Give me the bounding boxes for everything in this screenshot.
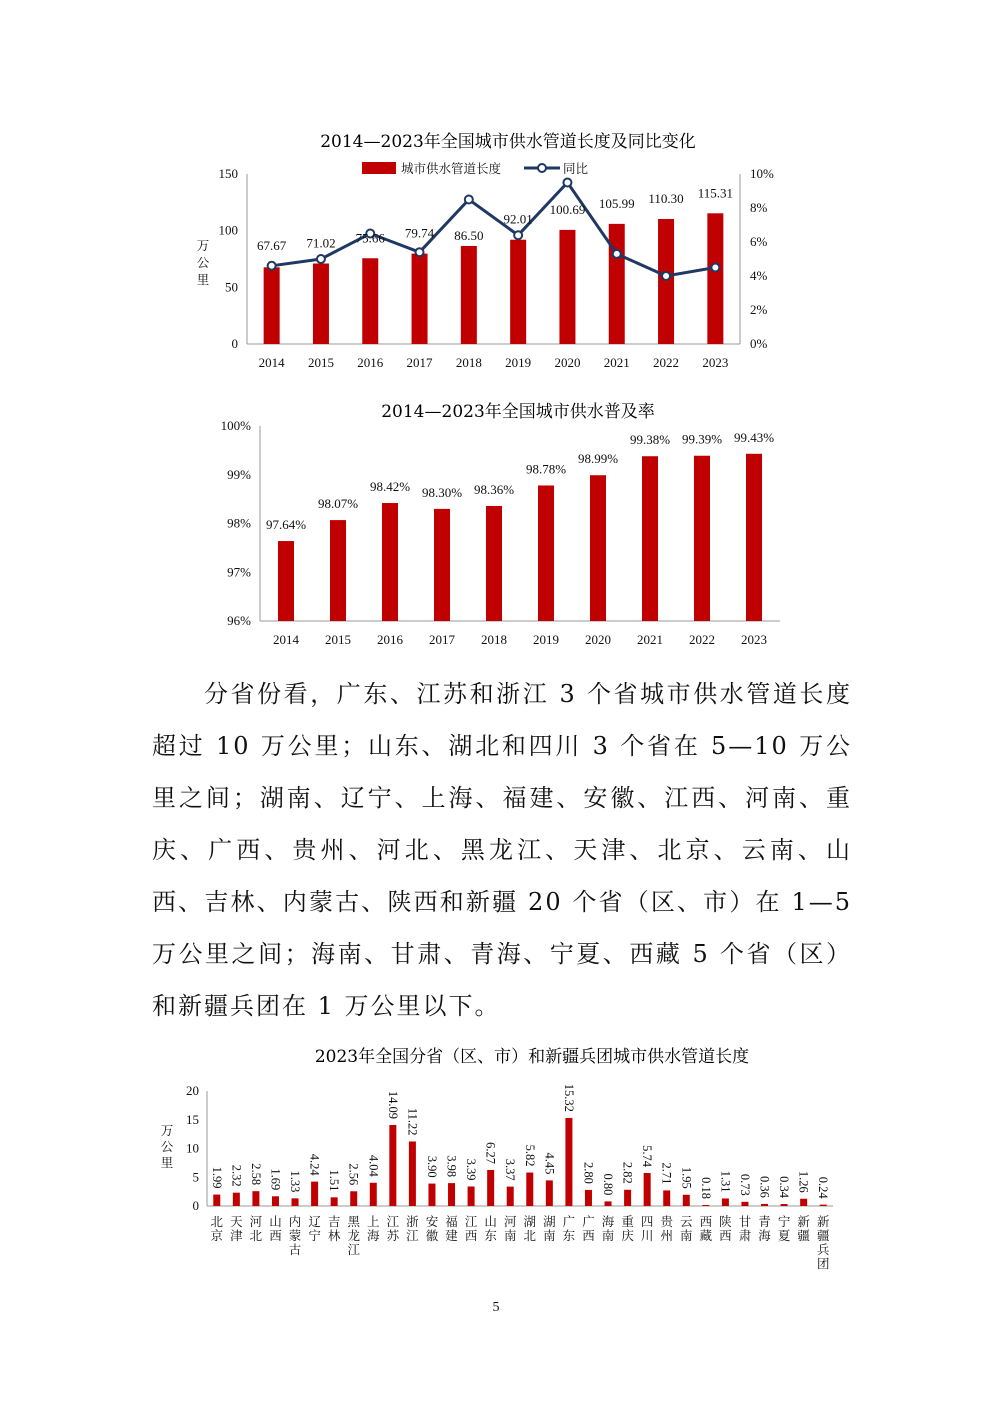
chart1-x-tick: 2016 (357, 355, 384, 370)
chart3-x-tick: 四川 (640, 1214, 654, 1243)
chart1-legend-bar-label: 城市供水管道长度 (401, 161, 502, 176)
chart3-bar (624, 1190, 631, 1206)
chart1-legend-bar-swatch (362, 162, 396, 174)
chart3-y-tick: 15 (186, 1111, 199, 1127)
chart1-data-label: 110.30 (648, 190, 684, 206)
chart3-x-tick: 云南 (680, 1214, 693, 1243)
chart2-x-tick: 2019 (533, 632, 559, 647)
chart3-data-label: 0.73 (737, 1173, 752, 1196)
chart2-x-tick: 2022 (689, 632, 715, 647)
chart1-data-label: 105.99 (598, 195, 635, 211)
chart2-data-label: 99.39% (681, 431, 723, 447)
chart3-bar (252, 1191, 259, 1206)
chart3-bar (741, 1202, 748, 1206)
chart3-data-label: 1.95 (679, 1166, 694, 1189)
chart3-bar (546, 1180, 553, 1206)
chart1-y-tick: 0 (231, 336, 238, 351)
page-number: 5 (492, 1300, 500, 1315)
chart3-bar (448, 1183, 455, 1206)
chart3-bar (526, 1173, 533, 1206)
province-pipeline-chart (0, 1035, 992, 1285)
chart3-data-label: 0.34 (777, 1176, 792, 1199)
chart1-y2-tick: 8% (750, 200, 768, 215)
chart3-bar (468, 1187, 475, 1206)
chart1-bar (707, 213, 723, 344)
chart3-bar (311, 1182, 318, 1206)
chart2-y-tick: 100% (220, 418, 251, 433)
chart1-legend-line-marker (538, 164, 546, 172)
chart2-data-label: 98.78% (525, 461, 567, 477)
chart2-bar (486, 506, 502, 621)
chart2-data-label: 99.38% (629, 432, 671, 448)
chart3-data-label: 3.39 (464, 1158, 479, 1181)
chart1-title: 2014—2023年全国城市供水管道长度及同比变化 (320, 132, 696, 152)
chart3-x-tick: 福建 (445, 1214, 458, 1243)
chart2-bar (330, 520, 346, 621)
chart1-y2-tick: 10% (750, 166, 774, 181)
chart3-bar (605, 1201, 612, 1206)
chart3-bar (389, 1125, 396, 1206)
chart3-data-label: 4.45 (542, 1152, 557, 1175)
chart3-data-label: 0.24 (816, 1176, 831, 1199)
province-pipeline-chart-svg (0, 1035, 992, 1285)
chart1-bar (461, 246, 477, 344)
chart2-x-tick: 2023 (741, 632, 767, 647)
chart3-bar (409, 1141, 416, 1206)
chart2-x-tick: 2020 (585, 632, 611, 647)
chart3-y-tick: 10 (186, 1140, 199, 1156)
chart3-bar (702, 1205, 709, 1206)
chart1-x-tick: 2014 (258, 355, 285, 370)
chart2-x-tick: 2016 (377, 632, 403, 647)
chart3-x-tick: 贵州 (660, 1214, 673, 1243)
chart1-line-point (416, 248, 424, 256)
chart3-data-label: 2.82 (620, 1161, 635, 1184)
chart3-bar (663, 1190, 670, 1206)
chart2-data-label: 99.43% (733, 429, 775, 445)
chart1-x-tick: 2023 (702, 355, 729, 370)
chart1-data-label: 92.01 (503, 211, 533, 227)
chart3-x-tick: 吉林 (327, 1214, 341, 1243)
chart1-line-point (465, 196, 473, 204)
chart3-data-label: 1.51 (327, 1169, 342, 1192)
chart3-data-label: 5.82 (522, 1144, 537, 1167)
chart1-line-point (268, 262, 276, 270)
chart3-bar (585, 1190, 592, 1206)
chart3-y-label: 里 (160, 1155, 174, 1170)
chart1-y-tick: 100 (218, 222, 238, 238)
chart1-y2-tick: 0% (750, 336, 768, 351)
chart3-data-label: 1.31 (718, 1170, 733, 1193)
chart3-bar (487, 1170, 494, 1206)
chart3-bar (331, 1197, 338, 1206)
chart3-bar (292, 1198, 299, 1206)
chart2-bar (590, 475, 606, 621)
chart3-x-tick: 湖北 (523, 1214, 537, 1243)
chart3-data-label: 2.80 (581, 1162, 596, 1184)
chart3-bar (272, 1196, 279, 1206)
chart2-y-tick: 96% (227, 613, 251, 628)
chart1-bar (510, 240, 526, 344)
coverage-rate-chart-svg (0, 395, 992, 660)
chart3-x-tick: 安徽 (425, 1214, 439, 1243)
chart3-data-label: 5.74 (640, 1145, 655, 1167)
chart1-x-tick: 2018 (455, 355, 482, 370)
chart3-y-label: 万 (160, 1123, 174, 1138)
chart3-x-tick: 西藏 (699, 1214, 713, 1243)
chart3-data-label: 3.37 (503, 1158, 518, 1181)
chart2-data-label: 98.07% (317, 496, 359, 512)
chart3-data-label: 2.71 (659, 1162, 674, 1185)
chart3-data-label: 4.04 (366, 1154, 381, 1177)
chart2-x-tick: 2014 (273, 632, 299, 647)
chart3-bar (213, 1195, 220, 1206)
chart2-data-label: 98.36% (473, 481, 515, 497)
chart1-x-tick: 2015 (307, 355, 334, 370)
chart3-x-tick: 青海 (758, 1214, 771, 1243)
chart3-x-tick: 宁夏 (777, 1214, 791, 1243)
chart2-x-tick: 2015 (325, 632, 351, 647)
chart3-data-label: 1.69 (268, 1168, 283, 1191)
chart1-y-label: 公 (196, 255, 210, 270)
chart3-x-tick: 辽宁 (308, 1214, 321, 1243)
chart3-x-tick: 广西 (582, 1214, 595, 1243)
chart3-data-label: 3.90 (424, 1155, 439, 1178)
chart1-x-tick: 2017 (406, 355, 433, 370)
chart1-bar (362, 258, 378, 344)
chart1-data-label: 67.67 (257, 238, 287, 253)
chart3-data-label: 2.56 (346, 1163, 361, 1186)
chart3-bar (350, 1191, 357, 1206)
chart3-y-tick: 0 (192, 1198, 199, 1213)
chart2-bar (434, 509, 450, 621)
chart3-y-tick: 20 (186, 1083, 199, 1098)
chart3-data-label: 6.27 (483, 1142, 498, 1164)
chart1-x-tick: 2020 (554, 355, 581, 370)
chart3-x-tick: 陕西 (719, 1214, 732, 1243)
chart1-y2-tick: 2% (750, 302, 768, 317)
chart3-x-tick: 河北 (249, 1214, 263, 1243)
chart3-x-tick: 新疆 (797, 1214, 810, 1243)
chart1-bar (559, 230, 575, 344)
chart2-bar (278, 541, 294, 621)
chart3-bar (428, 1184, 435, 1206)
pipeline-length-chart-svg (0, 0, 992, 380)
chart1-y-label: 里 (196, 272, 210, 287)
chart2-y-tick: 98% (227, 515, 251, 531)
chart3-data-label: 15.32 (561, 1083, 576, 1112)
chart3-data-label: 4.24 (307, 1153, 322, 1176)
chart3-bar (644, 1173, 651, 1206)
coverage-rate-chart (0, 395, 992, 660)
chart2-data-label: 97.64% (265, 517, 307, 533)
chart3-data-label: 1.99 (209, 1166, 224, 1189)
chart2-title: 2014—2023年全国城市供水普及率 (381, 402, 655, 422)
chart3-data-label: 1.26 (796, 1170, 811, 1193)
chart3-x-tick: 广东 (562, 1214, 576, 1243)
chart3-x-tick: 海南 (601, 1214, 615, 1243)
chart1-line-point (613, 250, 621, 258)
chart3-x-tick: 上海 (367, 1214, 380, 1243)
chart3-x-tick: 湖南 (543, 1214, 556, 1243)
chart3-data-label: 14.09 (385, 1090, 400, 1119)
chart1-line-point (711, 264, 719, 272)
chart3-title: 2023年全国分省（区、市）和新疆兵团城市供水管道长度 (314, 1047, 750, 1067)
chart3-bar (233, 1193, 240, 1206)
chart2-bar (694, 456, 710, 621)
chart1-legend-line-label: 同比 (563, 161, 589, 176)
chart2-x-tick: 2021 (637, 632, 663, 647)
chart1-y-tick: 150 (218, 166, 238, 181)
chart3-x-tick: 江苏 (386, 1214, 400, 1243)
chart1-data-label: 115.31 (697, 185, 733, 201)
chart1-y2-tick: 4% (750, 268, 768, 283)
chart3-data-label: 0.80 (601, 1173, 616, 1196)
chart3-x-tick: 甘肃 (738, 1214, 752, 1243)
body-paragraph: 分省份看，广东、江苏和浙江 3 个省城市供水管道长度超过 10 万公里；山东、湖北和四川 3 个省在 5—10 万公里之间；湖南、辽宁、上海、福建、安徽、江西、河南、重庆、广西、贵州、河北、黑龙江、天津、北京、云南、山西、吉林、内蒙古、陕西和新疆 20 个省（区、市）在 1—5 万公里之间；海南、甘肃、青海、宁夏、西藏 5 个省（区）和新疆兵团在 1 万公里以下。 (152, 680, 852, 1020)
chart3-data-label: 1.33 (288, 1170, 303, 1193)
chart1-line-point (662, 272, 670, 280)
chart1-data-label: 71.02 (306, 235, 336, 251)
chart3-bar (507, 1187, 514, 1206)
chart3-x-tick: 江西 (464, 1214, 478, 1243)
chart2-y-tick: 97% (227, 564, 251, 580)
chart3-x-tick: 内蒙古 (288, 1214, 302, 1257)
chart3-bar (820, 1205, 827, 1206)
chart1-bar (412, 254, 428, 344)
chart3-data-label: 3.98 (444, 1155, 459, 1178)
chart1-x-tick: 2021 (603, 355, 630, 370)
chart2-y-tick: 99% (227, 466, 251, 482)
chart1-x-tick: 2019 (505, 355, 532, 370)
chart3-x-tick: 山东 (484, 1214, 497, 1243)
chart2-data-label: 98.30% (421, 484, 463, 500)
chart3-data-label: 0.36 (757, 1176, 772, 1198)
chart3-y-tick: 5 (192, 1169, 199, 1185)
pipeline-length-chart (0, 0, 992, 380)
chart3-x-tick: 重庆 (621, 1214, 634, 1243)
chart3-x-tick: 浙江 (406, 1214, 419, 1243)
chart3-bar (565, 1118, 572, 1206)
chart1-bar (609, 224, 625, 344)
chart3-data-label: 0.18 (698, 1177, 713, 1199)
chart2-data-label: 98.99% (577, 451, 619, 467)
chart3-bar (761, 1204, 768, 1206)
chart1-x-tick: 2022 (653, 355, 680, 370)
chart2-x-tick: 2018 (481, 632, 507, 647)
chart3-x-tick: 河南 (503, 1214, 517, 1243)
chart3-bar (800, 1199, 807, 1206)
chart1-data-label: 86.50 (454, 227, 484, 243)
chart3-y-label: 公 (160, 1139, 174, 1154)
chart2-bar (538, 485, 554, 621)
chart2-data-label: 98.42% (369, 479, 411, 495)
chart1-y-label: 万 (196, 238, 210, 253)
chart1-y-tick: 50 (225, 279, 238, 295)
chart2-x-tick: 2017 (429, 632, 455, 647)
chart2-bar (746, 454, 762, 621)
chart1-data-label: 75.66 (355, 230, 385, 246)
chart1-data-label: 100.69 (549, 201, 586, 217)
chart1-line-point (514, 231, 522, 239)
chart3-data-label: 11.22 (405, 1107, 420, 1136)
chart3-bar (370, 1183, 377, 1206)
chart3-x-tick: 山西 (269, 1214, 282, 1243)
chart3-data-label: 2.32 (229, 1164, 244, 1187)
chart1-y2-tick: 6% (750, 234, 768, 249)
chart2-bar (382, 503, 398, 621)
chart2-bar (642, 456, 658, 621)
chart3-x-tick: 黑龙江 (347, 1214, 360, 1257)
chart3-x-tick: 新疆兵团 (816, 1214, 830, 1271)
chart3-x-tick: 天津 (230, 1214, 243, 1243)
chart3-x-tick: 北京 (210, 1214, 224, 1243)
chart3-data-label: 2.58 (248, 1163, 263, 1186)
chart3-bar (781, 1204, 788, 1206)
chart3-bar (722, 1198, 729, 1206)
chart1-bar (264, 267, 280, 344)
chart1-line-point (563, 179, 571, 187)
chart3-bar (683, 1195, 690, 1206)
chart1-bar (313, 264, 329, 344)
chart1-line-point (317, 255, 325, 263)
chart1-data-label: 79.74 (404, 225, 435, 241)
chart1-bar (658, 219, 674, 344)
